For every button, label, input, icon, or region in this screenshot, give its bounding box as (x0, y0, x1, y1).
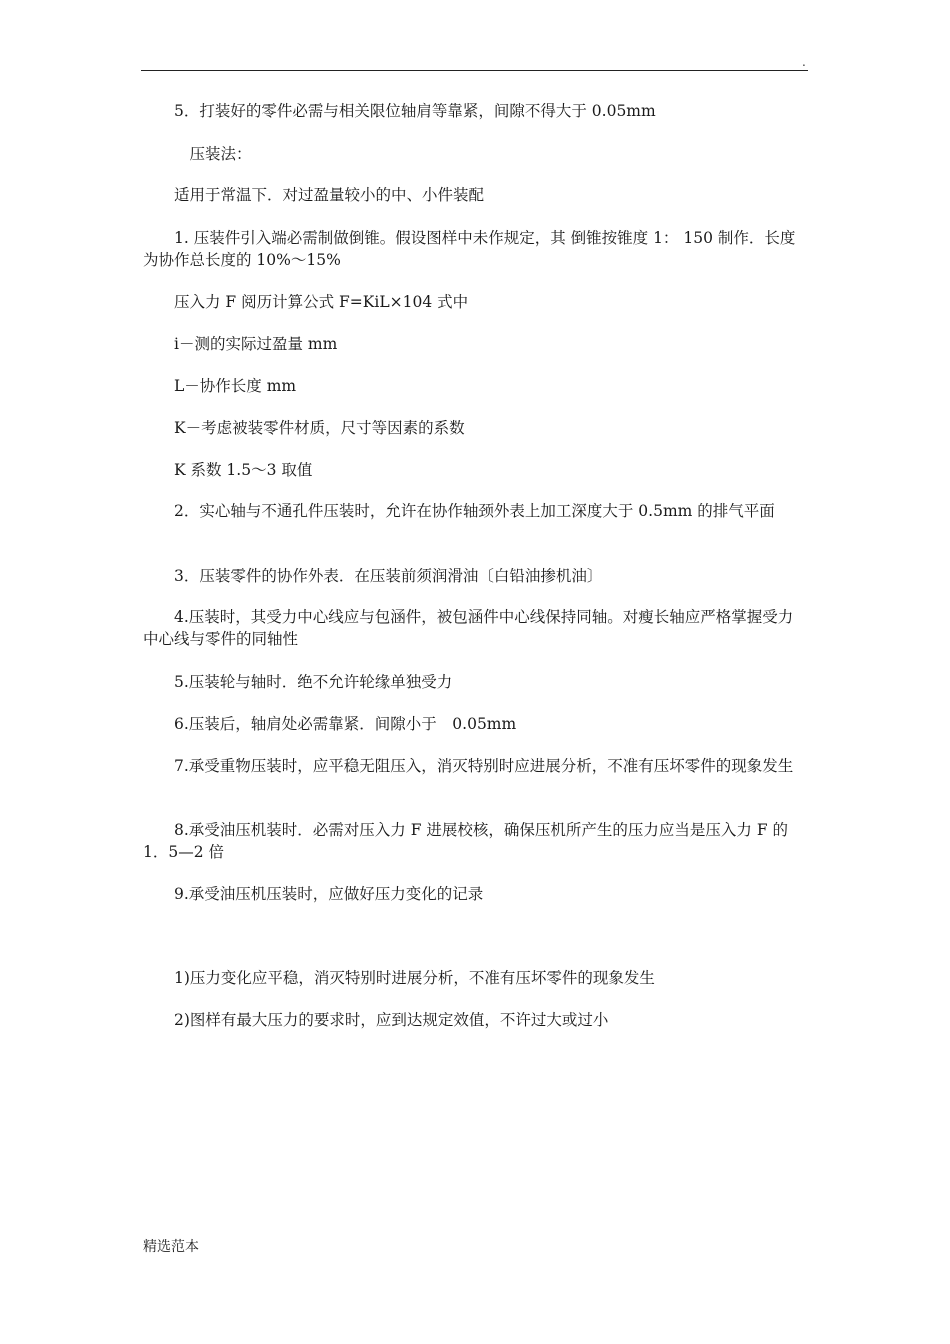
paragraph-def-i: i－测的实际过盈量 mm (143, 335, 338, 353)
paragraph-sub-2-max-pressure: 2)图样有最大压力的要求时，应到达规定效值，不许过大或过小 (143, 1011, 609, 1029)
header-corner-mark: . (802, 55, 806, 69)
paragraph-item-6-gap: 6.压装后，轴肩处必需靠紧．间隙小于 0.05mm (143, 715, 517, 733)
paragraph-k-range: K 系数 1.5～3 取值 (143, 461, 313, 479)
paragraph-item-4-coaxial: 4.压装时，其受力中心线应与包涵件，被包涵件中心线保持同轴。对瘦长轴应严格掌握受力中心线与零件的同轴性 (143, 608, 794, 648)
paragraph-force-formula: 压入力 F 阅历计算公式 F=KiL×104 式中 (143, 293, 469, 311)
paragraph-item-1-chamfer: 1. 压装件引入端必需制做倒锥。假设图样中未作规定，其 倒锥按锥度 1： 150 制作．长度为协作总长度的 10%～15% (143, 229, 796, 269)
paragraph-item-3-lubricate: 3．压装零件的协作外表．在压装前须润滑油〔白铅油掺机油〕 (143, 567, 603, 585)
paragraph-press-method-heading: 压装法： (143, 145, 252, 163)
paragraph-item-8-hydraulic-check: 8.承受油压机装时．必需对压入力 F 进展校核，确保压机所产生的压力应当是压入力 F 的 1．5—2 倍 (143, 821, 793, 861)
paragraph-item-5-rim: 5.压装轮与轴时．绝不允许轮缘单独受力 (143, 673, 453, 691)
paragraph-def-l: L－协作长度 mm (143, 377, 297, 395)
paragraph-def-k: K－考虑被装零件材质，尺寸等因素的系数 (143, 419, 465, 437)
paragraph-item-7-heavy: 7.承受重物压装时，应平稳无阻压入，消灭特别时应进展分析，不准有压坏零件的现象发生 (143, 757, 794, 775)
paragraph-applicability: 适用于常温下．对过盈量较小的中、小件装配 (143, 186, 485, 204)
header-rule (141, 70, 808, 71)
paragraph-sub-1-pressure-change: 1)压力变化应平稳，消灭特别时进展分析，不准有压坏零件的现象发生 (143, 969, 655, 987)
paragraph-press-fit-gap: 5．打装好的零件必需与相关限位轴肩等靠紧，间隙不得大于 0.05mm (143, 102, 656, 120)
paragraph-item-2-vent: 2．实心轴与不通孔件压装时，允许在协作轴颈外表上加工深度大于 0.5mm 的排气平面 (143, 502, 775, 520)
footer-label: 精选范本 (143, 1239, 199, 1255)
paragraph-item-9-record: 9.承受油压机压装时，应做好压力变化的记录 (143, 885, 484, 903)
